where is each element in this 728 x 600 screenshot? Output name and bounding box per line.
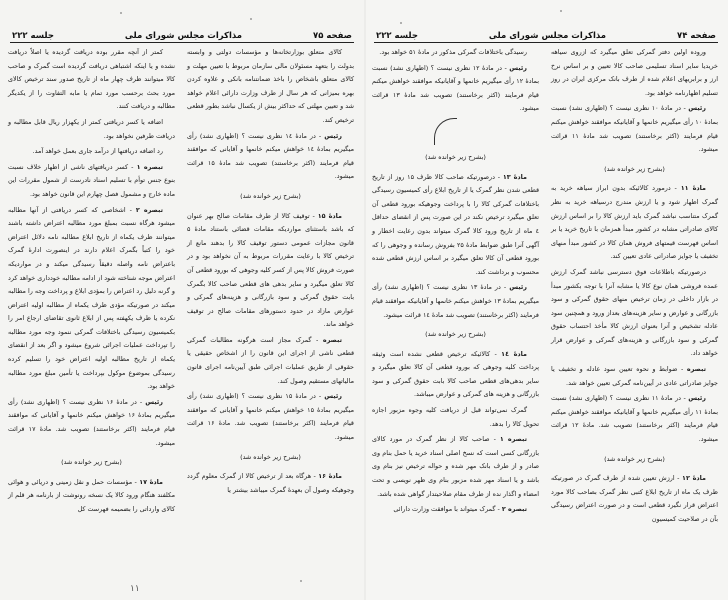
body-text: - در مادهٔ ۱۳ نظری نیست ؟ (اظهاری نشد) رأی میگیریم بمادهٔ ۱۳ خواهش میکنم خانمها و آقایانیکه موافقند قیام فرمایند (اکثر برخاستند) تصویب شد مادهٔ ۱٤ قرائت میشود. [372, 283, 539, 319]
column-second [8, 46, 175, 600]
speaker-name: رئیس [688, 394, 706, 403]
reading-note: (بشرح زیر خوانده شد) [240, 452, 301, 461]
page-header [376, 27, 716, 41]
body-text: - ضوابط و نحوه تعیین سود عادله و تخفیف یا جوایز صادراتی عادی در آیین‌نامه گمرکی تعیین خواهد شد. [551, 365, 718, 387]
article-text [8, 476, 175, 517]
publication-title: مذاکرات مجلس شورای ملی [488, 31, 607, 41]
note-label: تبصره ۲ [501, 505, 527, 514]
speaker-remark [372, 62, 539, 116]
page-number: صفحه ۷۴ [677, 31, 716, 41]
body-text: - در مادهٔ ۱۰ نظری نیست ؟ (اظهاری نشد) نسبت بمادهٔ ۱۰ رأی میگیریم خانمها و آقایانیکه موافقند خواهش میکنم قیام فرمایند (اکثر برخاستند) تصویب شد مادهٔ ۱۱ قرائت میشود. [551, 104, 718, 154]
publication-title: مذاکرات مجلس شورای ملی [124, 31, 243, 41]
paragraph: رسیدگی باختلافات گمرکی مذکور در مادهٔ ۵۱ خواهد بود. [379, 48, 527, 56]
speaker-remark [551, 392, 718, 446]
reading-note: (بشرح زیر خوانده شد) [604, 164, 665, 173]
scan-speck [250, 18, 252, 20]
column-first [551, 46, 718, 600]
body-text: - مؤسسات حمل و نقل زمینی و دریائی و هوائی مکلفند هنگام ورود کالا یک نسخه رونوشت از بارنامه هر قلم از کالای وارداتی را بضمیمه فهرست کل [8, 477, 175, 513]
body-text: - هرگاه بعد از ترخیص کالا از گمرک معلوم گردد وجوهیکه وصول آن بعهدهٔ گمرک میباشد بیشتر یا [187, 472, 354, 494]
paragraph: وروده اولین دفتر گمرکی تعلق میگیرد که ازروی سیاهه خریدیا سایر اسناد تسلیمی صاحب کالا تعیین و بر اساس نرخ ارز و برابریهای اعلام شده از طرف بانک مرکزی ایران در روز تسلیم اظهارنامه خواهد بود. [551, 48, 718, 97]
article-label: مادهٔ ۱۲ [682, 474, 706, 483]
reading-note: (بشرح زیر خوانده شد) [61, 458, 122, 467]
body-text: - در مادهٔ ۱۵ نظری نیست ؟ (اظهاری نشد) رأی میگیریم بمادهٔ ۱۵ خواهش میکنم خانمها و آقایانی که موافقند قیام فرمایند (اکثر برخاستند) تصویب شد. مادهٔ ۱۶ قرائت میشود. [187, 392, 355, 442]
speaker-remark [551, 102, 718, 156]
article-text [551, 182, 718, 264]
paragraph: رد اضافه دریافتها از درآمد جاری بعمل خواهد آمد. [32, 147, 163, 156]
note-text [372, 433, 539, 501]
article-text [187, 470, 354, 497]
paragraph: درصورتیکه باطلاعات فوق دسترسی نباشد گمرک ارزش عمده فروشی همان نوع کالا یا مشابه آنرا با توجه بکشور مبدأ در بازار داخلی در زمان ترخیص منهای حقوق گمرکی و سود بازرگانی و عوارض و سایر هزینه‌های بعداز ورود و همچنین سود عادله تشخیص و آنرا بعنوان ارزش کالا مأخذ احتساب حقوق گمرکی و سود بازرگانی و هزینه‌های گمرکی و عوارض قرار خواهد داد. [551, 267, 718, 358]
paragraph: اضافه یا کسر دریافتی کمتر از یکهزار ریال قابل مطالبه و دریافت طرفین نخواهد بود. [8, 117, 175, 140]
body-text: - کسر دریافتهای ناشی از اظهار خلاف نسبت بنوع جنس توأم با تسلیم اسناد نادرست از شمول مقررات این ماده خارج و مشمول فصل چهارم این قانون خواهد بود. [8, 162, 175, 198]
page-74 [364, 0, 728, 600]
paragraph: گمرک نمی‌تواند قبل از دریافت کلیه وجوه مزبور اجازه تحویل کالا را بدهد. [372, 406, 539, 428]
page-columns [372, 46, 718, 600]
speaker-remark [372, 281, 539, 322]
note-text [372, 503, 539, 517]
speaker-remark [8, 396, 175, 450]
note-text [8, 204, 175, 394]
note-label: تبصره ۱ [136, 162, 163, 171]
article-label: مادهٔ ۱۱ [680, 184, 706, 193]
note-label: تبصره [686, 365, 706, 374]
session-number: جلسه ۲۲۲ [376, 31, 418, 41]
session-number: جلسه ۲۲۲ [12, 31, 54, 41]
body-text: - توقیف کالا از طرف مقامات صالح بهر عنوان که باشد باستثنای مواردیکه مقامات قضائی باستناد مادهٔ ۵ قانون مجازات عمومی دستور توقیف کالا را بدهند مانع از ترخیص کالا با رعایت مقررات مربوط به آن نخواهد بود و در صورت فروش کالا پس از کسر کلیه وجوهی که بورود قطعی آن کالا تعلق میگیرد و سایر بدهی های قطعی صاحب کالا بگمرک بابت حقوق گمرکی و سود بازرگانی و هزینه‌های گمرکی و عوارض مازاد در حدود دستورهای مقامات صالح در توقیف خواهد ماند. [187, 211, 354, 329]
reading-note: (بشرح زیر خوانده شد) [240, 191, 301, 200]
note-text [8, 161, 175, 202]
page-header [12, 27, 352, 41]
body-text: - گمرک میتواند با موافقت وزارت دارائی [393, 505, 500, 514]
speaker-remark [187, 130, 354, 184]
reading-note: (بشرح زیر خوانده شد) [604, 454, 665, 463]
body-text: - ارزش تعیین شده از طرف گمرک در صورتیکه ظرف یک ماه از تاریخ ابلاغ کتبی نظر گمرک بصاحب کالا مورد اعتراض قرار نگیرد قطعی است و در صورت اعتراض رسیدگی بآن در صلاحیت کمیسیون [551, 474, 718, 523]
column-first [187, 46, 354, 600]
note-label: تبصره ۱ [499, 435, 527, 444]
body-text: - درصورتیکه صاحب کالا ظرف ۱۵ روز از تاریخ قطعی شدن نظر گمرک یا از تاریخ ابلاغ رأی کمیسیون رسیدگی باختلافات گمرکی کالا را با پرداخت وجوهیکه بورود قطعی آن تعلق میگیرد ترخیص نکند در این صورت پس از انقضای حداقل ٤ ماه از تاریخ ورود کالا گمرک میتواند بدون رعایت اخطار و آگهی آنرا طبق ضوابط مادهٔ ۲۵ بفروش رسانده و وجوهی را که بورود قطعی آن کالا تعلق میگیرد بر اساس ارزش قطعی شده محسوب و برداشت کند. [372, 172, 539, 276]
reading-note: (بشرح زیر خوانده شد) [425, 330, 486, 339]
body-text: - در مادهٔ ۱۲ نظری نیست ؟ (اظهاری نشد) نسبت بمادهٔ ۱۲ رأی میگیریم خانمها و آقایانیکه موافقند خواهش میکنم قیام فرمایند (اکثر برخاستند) تصویب شد مادهٔ ۱۳ قرائت میشود. [372, 63, 539, 113]
page-columns [8, 46, 354, 600]
article-label: مادهٔ ۱٤ [501, 349, 527, 358]
handwritten-mark [434, 118, 457, 145]
article-text [187, 210, 354, 332]
paragraph: کالای متعلق بوزارتخانه‌ها و مؤسسات دولتی و وابسته بدولت را بتعهد مسئولان مالی سازمان مربوط با تعیین مهلت و کالای متعلق باشخاص را باخذ ضمانتنامه بانکی و علاوه کردن بهره بمیزانی که هر سال از طرف وزارت دارائی اعلام خواهد شد و تعیین مهلتی که حداکثر بیش از یکسال نباشد بطور قطعی ترخیص کند. [187, 48, 354, 124]
reading-note: (بشرح زیر خوانده شد) [425, 152, 486, 161]
note-label: تبصره ۲ [135, 205, 163, 214]
article-label: مادهٔ ۱۵ [317, 211, 342, 220]
speaker-remark [187, 390, 354, 444]
header-rule [10, 42, 354, 43]
body-text: - اشخاصی که کسر دریافتی از آنها مطالبه میشود هرگاه نسبت بمبلغ مورد مطالبه اعتراض داشته باشند میتوانند ظرف یکماه از تاریخ ابلاغ مطالبه نامه دلائل اعتراض خود را کتباً بگمرک اعلام دارند در اینصورت ادارهٔ گمرک باعتراض نامه واصله دقیقاً رسیدگی میکند و در مواردیکه اعتراض موجه شناخته شود از ادامه مطالبه خودداری خواهد کرد و گرنه دلیل رد اعتراض را بمؤدی ابلاغ و پرداخت وجه را مطالبه میکند در صورتیکه مؤدی ظرف یکماه از مطالبه اولیه اعتراض نکرده یا ظرف یکهفته پس از ابلاغ ثانوی تقاضای ارجاع امر را بکمیسیون رسیدگی باختلافات گمرکی ننمود وجه مورد مطالبه را تپرداخت عملیات اجرائی شروع میشود و اگر بعد از انقضای یکماه از تاریخ مطالبه اولیه اعتراض خود را تسلیم کرده رسیدگی بموضوع موکول بپرداخت یا تأمین مبلغ مورد مطالبه خواهد بود. [8, 205, 175, 391]
note-text [551, 363, 718, 390]
article-text [372, 171, 539, 280]
page-number: صفحه ۷۵ [313, 31, 352, 41]
article-label: مادهٔ ۱۷ [139, 477, 163, 486]
footer-mark: ۱۱ [130, 584, 140, 594]
speaker-name: رئیس [688, 104, 706, 113]
note-text [187, 334, 354, 388]
body-text: - کالائیکه ترخیص قطعی نشده است وثیقه پرداخت کلیه وجوهی که بورود قطعی آن کالا تعلق میگیرد و سایر بدهی‌های قطعی صاحب کالا بابت حقوق گمرکی و سود بازرگانی و هزینه های گمرکی و عوارض میباشد. [372, 349, 539, 399]
scan-speck [560, 10, 562, 12]
speaker-name: رئیس [509, 63, 527, 72]
body-text: - صاحب کالا از نظر گمرک در مورد کالای بازرگانی کسی است که نسخ اصلی اسناد خرید یا حمل بنام وی صادر و از طرف بانک مهر شده و حواله ترخیص نیز بنام وی باشد و یا اسناد مهر شده مزبور بنام وی ظهر نویسی و تحت امضاء و اگذار نده از طرف مقام صلاحیتدار گواهی شده باشد. [372, 435, 539, 498]
header-rule [374, 42, 718, 43]
note-label: تبصره [322, 335, 342, 344]
body-text: - گمرک مجاز است هرگونه مطالبات گمرکی قطعی ناشی از اجرای این قانون را از اشخاص حقیقی یا حقوقی از طریق عملیات اجرائی طبق آیین‌نامه اجرای قانون مالیاتهای مستقیم وصول کند. [187, 335, 354, 385]
article-label: مادهٔ ۱۶ [318, 472, 342, 481]
column-second [372, 46, 539, 600]
body-text: - درمورد کالائیکه بدون ابراز سیاهه خرید به گمرک اظهار شود و یا ارزش مندرج درسیاهه خرید به نظر گمرک متناسب نباشد گمرک باید ارزش کالا را بر اساس ارزش کالای صادراتی مشابه در کشور مبدأ همزمان با تاریخ خرید یا بر اساس فهرست قیمتهای فروش همان کالا در کشور مبدأ منهای تخفیف یا جوایز صادراتی عادی تعیین کند. [551, 184, 718, 261]
article-label: مادهٔ ۱۳ [502, 172, 527, 181]
speaker-name: رئیس [324, 131, 342, 140]
speaker-name: رئیس [145, 397, 163, 406]
article-text [372, 348, 539, 402]
speaker-name: رئیس [324, 392, 342, 401]
scan-speck [120, 12, 122, 14]
article-text [551, 472, 718, 526]
body-text: - در مادهٔ ۱۱ نظری نیست ؟ (اظهاری نشد) نسبت بمادهٔ ۱۱ رأی میگیریم خانمها و آقایانیکه موافقند خواهش میکنم قیام فرمایند (اکثر برخاستند) تصویب شد. مادهٔ ۱۲ قرائت میشود. [551, 394, 718, 444]
body-text: - در مادهٔ ۱۶ نظری نیست ؟ (اظهاری نشد) رأی میگیریم بمادهٔ ۱۶ خواهش میکنم خانمها و آقایانی که موافقند قیام فرمایند (اکثر برخاستند) تصویب شد. مادهٔ ۱۷ قرائت میشود. [8, 397, 176, 447]
body-text: - در مادهٔ ۱٤ نظری نیست ؟ (اظهاری نشد) رأی میگیریم بمادهٔ ۱٤ خواهش میکنم خانمها و آقایانی که موافقند قیام فرمایند (اکثر برخاستند) تصویب شد مادهٔ ۱۵ قرائت میشود. [187, 131, 355, 181]
scan-speck [400, 22, 402, 24]
scan-speck [300, 580, 302, 582]
paragraph: کمتر از آنچه مقرر بوده دریافت گردیده یا اصلاً دریافت نشده و یا اینکه اشتباهی دریافت گردیده است گمرک و صاحب کالا میتوانند ظرف چهار ماه از تاریخ صدور سند ترخیص کالای مورد بحث برحسب مورد تمام یا مابه التفاوت را از یکدیگر مطالبه و دریافت کنند. [8, 48, 175, 111]
speaker-name: رئیس [509, 283, 527, 292]
